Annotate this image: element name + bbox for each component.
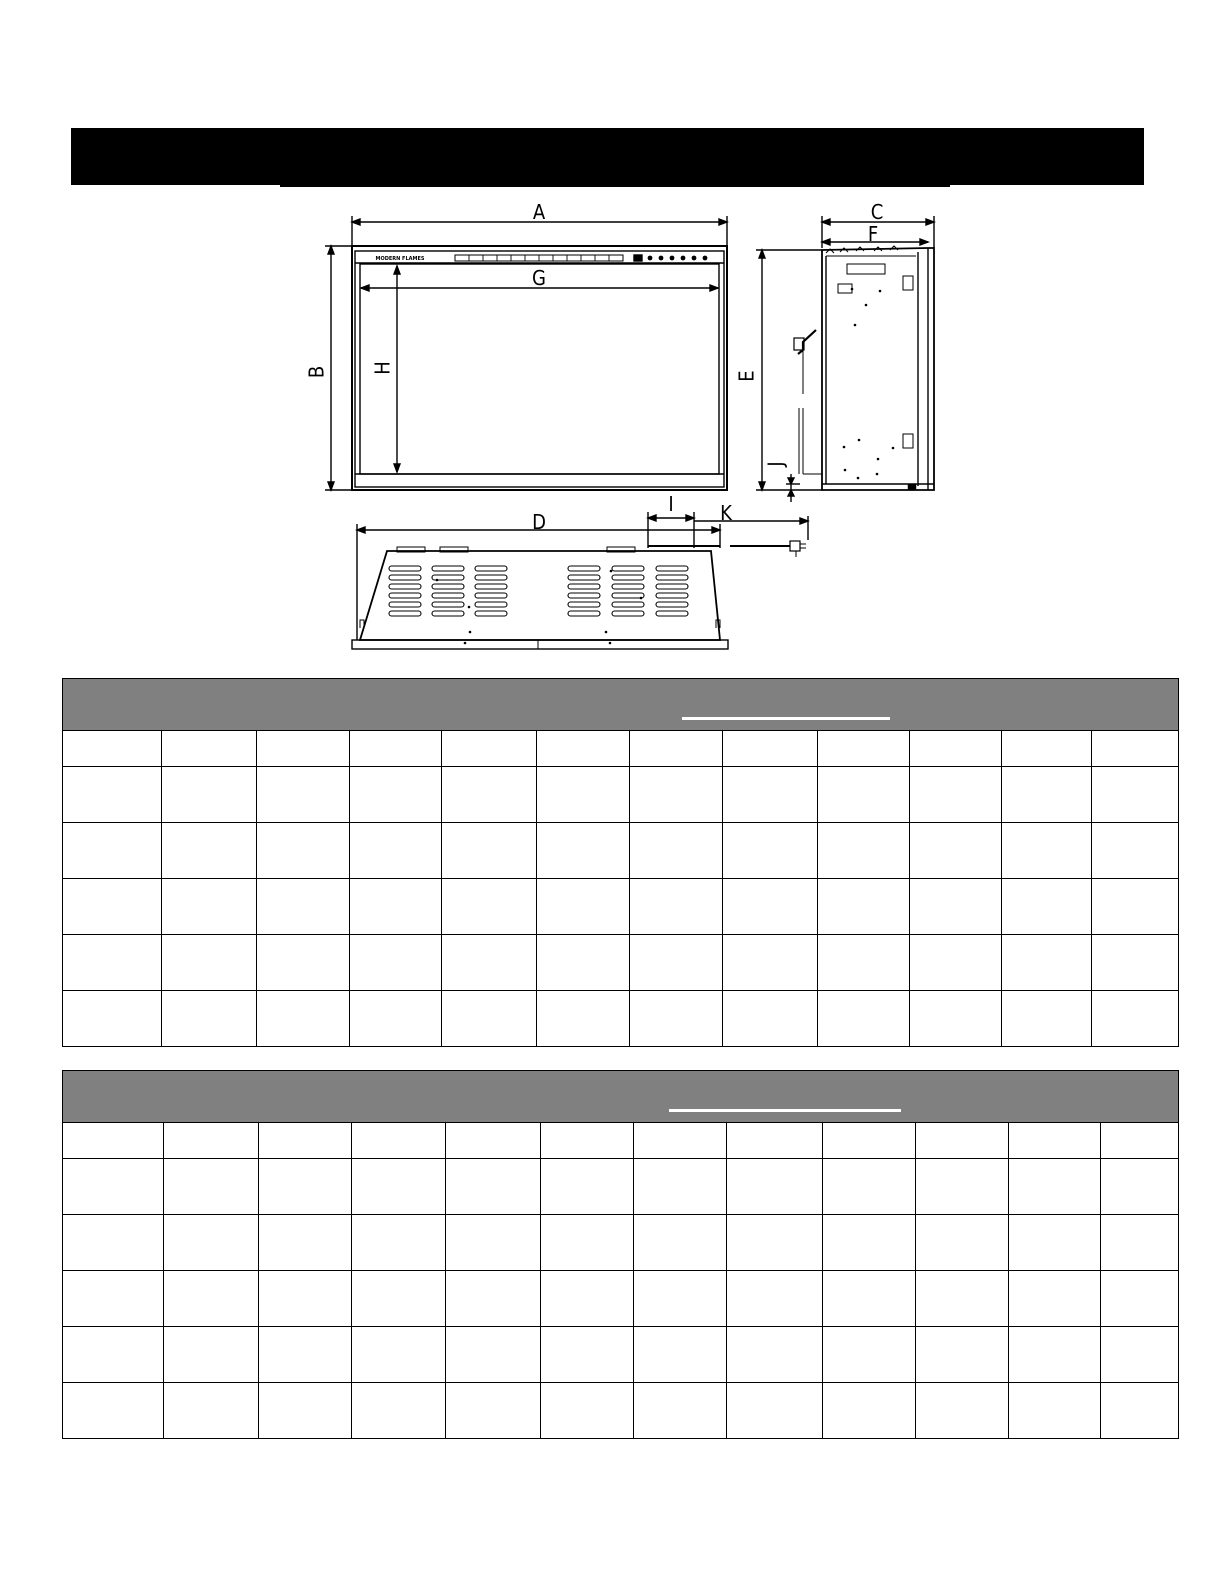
- table-cell: [916, 1271, 1009, 1327]
- table-cell: [446, 1383, 541, 1439]
- table-row: [63, 1383, 1179, 1439]
- table-cell: [442, 935, 537, 991]
- table-row: [63, 991, 1179, 1047]
- dim-label-e: E: [734, 370, 759, 382]
- table-cell: [823, 1271, 916, 1327]
- top-view: [352, 512, 808, 649]
- table-cell: [162, 935, 257, 991]
- table-cell: [446, 1271, 541, 1327]
- table-cell: [723, 935, 818, 991]
- table-cell: [259, 1159, 352, 1215]
- table-cell: [442, 991, 537, 1047]
- table-1-title-underline: [682, 717, 890, 720]
- dim-label-k: K: [720, 501, 732, 525]
- table-cell: [259, 1271, 352, 1327]
- table-cell: [63, 1327, 164, 1383]
- table-cell: [63, 1159, 164, 1215]
- table-cell: [257, 767, 350, 823]
- table-cell: [823, 1159, 916, 1215]
- table-cell: [910, 767, 1002, 823]
- table-cell: [1002, 991, 1092, 1047]
- table-cell: [350, 823, 442, 879]
- table-cell: [259, 1383, 352, 1439]
- column-header: [1002, 731, 1092, 767]
- dim-label-c: C: [870, 200, 884, 224]
- table-cell: [442, 767, 537, 823]
- table-cell: [630, 935, 723, 991]
- table-cell: [1101, 1271, 1179, 1327]
- table-cell: [63, 1215, 164, 1271]
- table-cell: [634, 1215, 727, 1271]
- table-cell: [257, 823, 350, 879]
- column-header: [352, 1123, 446, 1159]
- table-row: [63, 1215, 1179, 1271]
- table-cell: [723, 991, 818, 1047]
- table-cell: [1009, 1327, 1101, 1383]
- table-cell: [352, 1271, 446, 1327]
- table-cell: [352, 1215, 446, 1271]
- table-cell: [1002, 879, 1092, 935]
- table-cell: [630, 879, 723, 935]
- table-cell: [63, 879, 162, 935]
- table-cell: [162, 767, 257, 823]
- table-cell: [350, 991, 442, 1047]
- table-cell: [1002, 767, 1092, 823]
- table-cell: [910, 935, 1002, 991]
- table-cell: [727, 1271, 823, 1327]
- table-cell: [916, 1327, 1009, 1383]
- table-cell: [164, 1159, 259, 1215]
- spec-table-2: [62, 1070, 1179, 1439]
- column-header: [257, 731, 350, 767]
- column-header: [630, 731, 723, 767]
- table-cell: [164, 1215, 259, 1271]
- table-cell: [1092, 823, 1179, 879]
- table-cell: [541, 1271, 634, 1327]
- table-row: [63, 935, 1179, 991]
- table-cell: [727, 1159, 823, 1215]
- table-cell: [1101, 1383, 1179, 1439]
- table-1-header-row: [63, 731, 1179, 767]
- column-header: [442, 731, 537, 767]
- table-cell: [723, 767, 818, 823]
- table-cell: [350, 767, 442, 823]
- table-cell: [1002, 935, 1092, 991]
- table-cell: [537, 991, 630, 1047]
- column-header: [1101, 1123, 1179, 1159]
- table-cell: [1092, 935, 1179, 991]
- table-cell: [818, 879, 910, 935]
- column-header: [537, 731, 630, 767]
- column-header: [634, 1123, 727, 1159]
- table-cell: [164, 1327, 259, 1383]
- table-cell: [537, 823, 630, 879]
- table-cell: [723, 823, 818, 879]
- table-cell: [63, 767, 162, 823]
- table-1-title-cell: [63, 679, 1179, 731]
- table-cell: [442, 823, 537, 879]
- column-header: [164, 1123, 259, 1159]
- table-cell: [63, 1383, 164, 1439]
- column-header: [541, 1123, 634, 1159]
- table-cell: [257, 991, 350, 1047]
- table-cell: [537, 879, 630, 935]
- table-cell: [1092, 991, 1179, 1047]
- table-cell: [537, 935, 630, 991]
- column-header: [63, 731, 162, 767]
- table-cell: [63, 991, 162, 1047]
- table-cell: [634, 1159, 727, 1215]
- table-cell: [63, 823, 162, 879]
- table-cell: [257, 879, 350, 935]
- table-cell: [352, 1383, 446, 1439]
- table-cell: [823, 1383, 916, 1439]
- table-cell: [352, 1159, 446, 1215]
- table-row: [63, 1327, 1179, 1383]
- dim-label-d: D: [532, 510, 546, 534]
- side-view: [756, 216, 934, 502]
- table-cell: [1101, 1159, 1179, 1215]
- table-cell: [446, 1215, 541, 1271]
- table-row: [63, 823, 1179, 879]
- dim-label-b: B: [304, 365, 329, 379]
- table-cell: [818, 991, 910, 1047]
- table-cell: [162, 991, 257, 1047]
- table-cell: [1009, 1271, 1101, 1327]
- table-cell: [352, 1327, 446, 1383]
- table-cell: [727, 1215, 823, 1271]
- table-cell: [162, 823, 257, 879]
- column-header: [259, 1123, 352, 1159]
- table-cell: [257, 935, 350, 991]
- dimension-drawing: [0, 0, 1224, 680]
- column-header: [823, 1123, 916, 1159]
- table-cell: [1002, 823, 1092, 879]
- table-cell: [634, 1327, 727, 1383]
- table-cell: [723, 879, 818, 935]
- table-cell: [446, 1159, 541, 1215]
- table-cell: [916, 1159, 1009, 1215]
- table-cell: [1101, 1327, 1179, 1383]
- dim-label-a: A: [532, 200, 546, 224]
- table-cell: [823, 1327, 916, 1383]
- table-cell: [541, 1383, 634, 1439]
- table-cell: [350, 935, 442, 991]
- table-cell: [164, 1271, 259, 1327]
- column-header: [63, 1123, 164, 1159]
- table-cell: [446, 1327, 541, 1383]
- column-header: [818, 731, 910, 767]
- table-cell: [259, 1327, 352, 1383]
- table-2-title-cell: [63, 1071, 1179, 1123]
- dim-label-h: H: [370, 361, 395, 375]
- table-cell: [541, 1159, 634, 1215]
- column-header: [723, 731, 818, 767]
- table-cell: [442, 879, 537, 935]
- table-cell: [818, 767, 910, 823]
- table-cell: [259, 1215, 352, 1271]
- table-cell: [634, 1383, 727, 1439]
- vent-slots: [389, 566, 688, 616]
- table-cell: [630, 823, 723, 879]
- table-cell: [727, 1383, 823, 1439]
- column-header: [162, 731, 257, 767]
- table-row: [63, 767, 1179, 823]
- dim-label-g: G: [532, 266, 546, 290]
- table-cell: [910, 991, 1002, 1047]
- dim-label-j: J: [763, 461, 788, 467]
- table-row: [63, 879, 1179, 935]
- table-cell: [162, 879, 257, 935]
- dim-label-i: I: [668, 492, 674, 516]
- table-cell: [916, 1383, 1009, 1439]
- table-cell: [541, 1215, 634, 1271]
- table-cell: [63, 1271, 164, 1327]
- table-cell: [1101, 1215, 1179, 1271]
- table-cell: [541, 1327, 634, 1383]
- table-cell: [818, 823, 910, 879]
- column-header: [446, 1123, 541, 1159]
- table-cell: [630, 991, 723, 1047]
- column-header: [910, 731, 1002, 767]
- table-cell: [916, 1215, 1009, 1271]
- table-cell: [630, 767, 723, 823]
- brand-logo-text: MODERN FLAMES: [375, 256, 425, 262]
- spec-table-1: [62, 678, 1179, 1047]
- table-cell: [63, 935, 162, 991]
- table-cell: [164, 1383, 259, 1439]
- table-2-header-row: [63, 1123, 1179, 1159]
- table-cell: [1009, 1215, 1101, 1271]
- table-cell: [818, 935, 910, 991]
- table-cell: [910, 879, 1002, 935]
- table-row: [63, 1271, 1179, 1327]
- table-cell: [634, 1271, 727, 1327]
- table-2-title-underline: [669, 1109, 901, 1112]
- table-cell: [1092, 879, 1179, 935]
- table-cell: [727, 1327, 823, 1383]
- table-row: [63, 1159, 1179, 1215]
- table-cell: [910, 823, 1002, 879]
- table-cell: [1092, 767, 1179, 823]
- table-cell: [1009, 1383, 1101, 1439]
- column-header: [350, 731, 442, 767]
- dim-label-f: F: [867, 222, 879, 246]
- column-header: [1009, 1123, 1101, 1159]
- table-cell: [350, 879, 442, 935]
- column-header: [727, 1123, 823, 1159]
- table-cell: [537, 767, 630, 823]
- table-cell: [823, 1215, 916, 1271]
- column-header: [916, 1123, 1009, 1159]
- table-cell: [1009, 1159, 1101, 1215]
- column-header: [1092, 731, 1179, 767]
